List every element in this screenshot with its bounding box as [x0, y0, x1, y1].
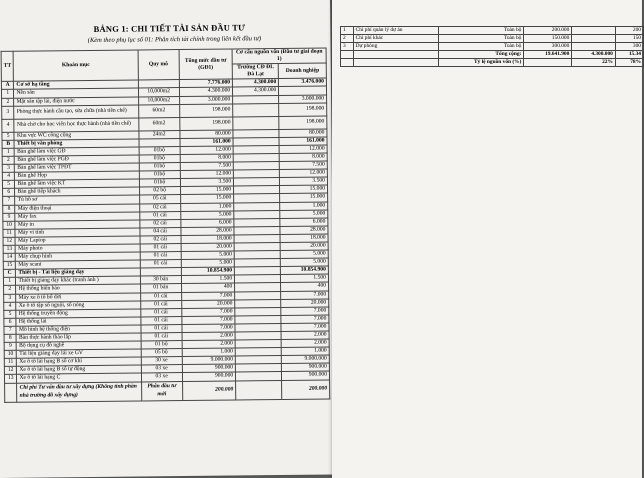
header-co-cau: Cơ cấu nguồn vốn (Đầu tư giai đoạn 1)	[232, 48, 326, 64]
header-stt: TT	[1, 51, 14, 82]
cell-biz: 198.000	[279, 103, 327, 116]
cell-stt: 11	[4, 359, 17, 367]
table-row	[341, 27, 644, 35]
cell-stt: 2	[2, 98, 15, 106]
cell-name: Dự phòng	[353, 43, 438, 51]
footer-qty: Phân đầu tư mới	[141, 381, 182, 400]
cell-name: Máy scant	[16, 260, 140, 269]
cell-name: Xe ô tô lái hạng B số cơ khí	[17, 357, 141, 366]
cell-name: Máy điện thoại	[15, 203, 139, 212]
header-quy-mo: Quy mô	[138, 50, 179, 81]
cell-school	[233, 116, 279, 129]
cell-stt: 14	[3, 253, 16, 261]
header-doanh-nghiep: Doanh nghiệp	[279, 63, 327, 79]
cell-total: 9.000.000	[182, 356, 236, 365]
cell-school: 22%	[572, 59, 616, 67]
cell-qty: 03 xe	[141, 365, 182, 374]
cell-qty: 01bộ	[139, 163, 180, 172]
cell-biz: 1.000	[282, 347, 330, 356]
cell-stt: 1	[1, 90, 14, 98]
cell-stt: 5	[4, 310, 17, 318]
cell-total: 5.000	[180, 211, 234, 220]
cell-name	[353, 59, 438, 67]
cell-name: Hệ thống lái	[16, 317, 140, 326]
cell-qty: 60m2	[138, 104, 179, 117]
header-tong-muc: Tổng mức đầu tư (GĐ1)	[179, 49, 233, 80]
cell-qty: 04 cái	[140, 227, 181, 236]
cell-total: 15.000	[180, 186, 234, 195]
cell-total: 3.500	[180, 178, 234, 187]
cell-total: 1.000	[180, 202, 234, 211]
cell-biz: 78%	[615, 59, 643, 67]
cell-total: 2.000	[182, 332, 236, 341]
cell-qty: 01 cái	[140, 252, 181, 261]
cell-total: 28.000	[181, 227, 235, 236]
cell-biz: 3.000.000	[279, 95, 327, 104]
cell-qty: 02 bộ	[139, 187, 180, 196]
cell-total: 7.000	[181, 308, 235, 317]
cell-total: 5.000	[181, 251, 235, 260]
cell-total: 8.000	[180, 154, 234, 163]
cell-name: Bàn ghế làm việc KT	[15, 179, 139, 188]
cell-qty: 01 cái	[140, 244, 181, 253]
cell-qty: 01 cái	[141, 324, 182, 333]
cell-qty: 05 cái	[139, 195, 180, 204]
cell-qty: 01 cái	[141, 316, 182, 325]
cell-biz: 20.000	[280, 242, 328, 251]
cell-total: 900.000	[182, 364, 236, 373]
footer-school	[236, 380, 282, 399]
summary-table-body	[341, 27, 644, 67]
cell-biz: 150	[615, 35, 643, 43]
cell-biz: 80.000	[279, 129, 327, 138]
cell-label: Toàn bộ	[438, 35, 524, 43]
cell-stt: 6	[3, 189, 16, 197]
cell-biz: 12.000	[280, 169, 328, 178]
cell-name: Hệ thống truyền động	[16, 309, 140, 318]
cell-biz: 7.000	[281, 291, 329, 300]
cell-biz: 2.000	[281, 331, 329, 340]
footer-name: Chi phí Tư vấn đầu tư xây dựng (Không tính phần nhà trường đã xây dựng)	[17, 382, 141, 402]
cell-biz: 200	[615, 27, 643, 35]
cell-label: Tổng cộng:	[438, 51, 524, 59]
cell-biz: 12.000	[279, 145, 327, 154]
cell-stt: 7	[4, 326, 17, 334]
cell-biz: 198.000	[279, 116, 327, 129]
table-footer-row	[5, 380, 330, 402]
cell-total	[524, 59, 572, 67]
cell-stt: 5	[2, 132, 15, 140]
cell-stt: 2	[341, 35, 354, 43]
cell-total: 1.000	[182, 348, 236, 357]
cell-stt: 10	[3, 221, 16, 229]
cell-school	[572, 35, 616, 43]
header-truong: Trường CĐ ĐL Đà Lạt	[232, 64, 278, 80]
cell-name: Bộ dụng cụ đồ nghề	[17, 341, 141, 350]
cell-biz: 7.000	[281, 323, 329, 332]
cell-school: 4.300.000	[572, 51, 616, 59]
cell-biz: 10.854.900	[281, 266, 329, 275]
cell-total: 7.000	[182, 324, 236, 333]
cell-stt: 3	[2, 106, 15, 119]
cell-stt: 13	[4, 375, 17, 383]
cell-total: 20.000	[181, 300, 235, 309]
cell-name: Hệ thống biển báo	[16, 284, 140, 293]
cell-stt: 13	[3, 245, 16, 253]
cell-stt: 5	[2, 181, 15, 189]
cell-name: Mô hình hệ thống điện	[16, 325, 140, 334]
table-row	[341, 43, 644, 51]
cell-total: 198.000	[179, 117, 233, 131]
cell-qty: 01bộ	[139, 146, 180, 155]
cell-name: Xe ô tô tập số nguội, số nóng	[16, 301, 140, 310]
cell-label: Tỷ lệ nguồn vốn (%)	[438, 59, 524, 67]
cell-total: 1.500	[181, 275, 235, 284]
cell-name: Cơ sở hạ tầng	[14, 80, 138, 89]
cell-stt: 11	[3, 229, 16, 237]
document-title: BẢNG 1: CHI TIẾT TÀI SẢN ĐẦU TƯ	[93, 22, 246, 34]
cell-stt: C	[3, 270, 16, 278]
cell-qty: 30 bản	[140, 276, 181, 285]
cell-name: Máy in	[15, 220, 139, 229]
header-khoan-muc: Khoản mục	[14, 50, 139, 82]
table-row	[341, 51, 644, 59]
cell-biz: 5.000	[280, 210, 328, 219]
cell-total: 12.000	[180, 146, 234, 155]
cell-total: 19.641.900	[524, 51, 572, 59]
cell-name: Thiết bị giảng dạy khác (tranh ảnh )	[16, 276, 140, 285]
cell-stt: 9	[4, 342, 17, 350]
cell-name	[353, 51, 438, 59]
document-subtitle: (Kèm theo phụ lục số 01: Phân tích tài chính trong liên kết đầu tư)	[87, 35, 262, 45]
cell-total: 198.000	[179, 104, 233, 118]
cell-qty: 01 cái	[140, 300, 181, 309]
cell-qty: 01bộ	[139, 155, 180, 164]
cell-biz: 300	[615, 43, 643, 51]
asset-table	[1, 48, 331, 403]
cell-qty: 10,000m2	[138, 96, 179, 105]
cell-name: Bàn ghế tiếp khách	[15, 187, 139, 196]
cell-qty: 02 cái	[140, 219, 181, 228]
cell-biz: 18.000	[280, 234, 328, 243]
cell-stt: 6	[4, 318, 17, 326]
cell-total: 300.000	[524, 43, 572, 51]
cell-stt: 8	[3, 205, 16, 213]
cell-total: 15.000	[180, 194, 234, 203]
cell-biz: 2.000	[281, 339, 329, 348]
cell-school: 4.300.000	[233, 87, 279, 96]
cell-stt: 4	[2, 119, 15, 132]
cell-name: Máy fax	[15, 212, 139, 221]
cell-total: 7.000	[182, 316, 236, 325]
cell-biz: 161.000	[279, 137, 327, 146]
cell-stt: 4	[4, 302, 17, 310]
cell-total: 7.000	[181, 292, 235, 301]
cell-total: 10.854.900	[181, 267, 235, 276]
cell-school	[572, 43, 616, 51]
cell-biz: 15.000	[280, 193, 328, 202]
cell-stt: 4	[2, 172, 15, 180]
cell-qty: 05 bộ	[141, 349, 182, 358]
cell-name: Xe ô tô lái hạng B số tự động	[17, 365, 141, 374]
cell-stt: 7	[3, 197, 16, 205]
cell-name: Nền sân	[14, 88, 138, 97]
cell-total: 6.000	[181, 219, 235, 228]
cell-qty: 60m2	[138, 117, 179, 130]
cell-name: Xe ô tô lái hạng C	[17, 373, 141, 382]
cell-qty: 01 cái	[140, 260, 181, 269]
cell-name: Chi phí khác	[353, 35, 438, 43]
cell-name: Thiết bị văn phòng	[14, 139, 138, 148]
table-row	[341, 59, 644, 67]
cell-biz: 400	[281, 282, 329, 291]
cell-school	[233, 103, 279, 116]
cell-total: 400	[181, 283, 235, 292]
cell-name: Bàn ghế Họp	[15, 171, 139, 180]
cell-biz: 1.000	[280, 202, 328, 211]
cell-qty: 01bộ	[139, 179, 180, 188]
cell-total: 5.000	[181, 259, 235, 268]
cell-biz: 7.000	[281, 315, 329, 324]
cell-name: Bàn thực hành tháo lắp	[17, 333, 141, 342]
cell-biz: 15.000	[280, 185, 328, 194]
cell-biz: 15.34	[615, 51, 643, 59]
cell-biz: 900.000	[282, 363, 330, 372]
cell-total: 20.000	[181, 243, 235, 252]
cell-name: Máy photo	[16, 244, 140, 253]
cell-name: Mặt sân tập lái, điện nước	[14, 97, 138, 106]
cell-biz: 28.000	[280, 226, 328, 235]
cell-qty: 01bộ	[139, 171, 180, 180]
cell-biz: 5.000	[281, 250, 329, 259]
cell-name: Bàn ghế làm việc TPĐT	[15, 163, 139, 172]
cell-qty: 02 cái	[140, 235, 181, 244]
cell-label: Toàn bộ	[438, 27, 524, 35]
cell-qty: 24m2	[139, 130, 180, 139]
document-page-right	[332, 0, 642, 478]
cell-qty: 01 bộ	[141, 341, 182, 350]
cell-total: 161.000	[180, 138, 234, 147]
table-row	[341, 35, 644, 43]
cell-stt: 9	[3, 213, 16, 221]
cell-stt: 3	[4, 294, 17, 302]
cell-biz: 1.500	[281, 274, 329, 283]
cell-total: 18.000	[181, 235, 235, 244]
cell-total: 200.000	[524, 27, 572, 35]
cell-total: 150.000	[524, 35, 572, 43]
cell-biz: 900.000	[282, 371, 330, 380]
cell-biz: 9.000.000	[282, 355, 330, 364]
cell-total: 900.000	[182, 372, 236, 381]
cell-stt: 1	[341, 27, 354, 35]
cell-biz: 7.500	[280, 161, 328, 170]
cell-stt: 3	[2, 164, 15, 172]
cell-name: Phòng thực hành cầu tạo, sửa chữa (nhà tiền chế)	[14, 105, 138, 119]
cell-name: Máy vi tính	[15, 228, 139, 237]
summary-table	[340, 26, 644, 67]
cell-qty: 01 cái	[139, 211, 180, 220]
cell-label: Toàn bộ	[438, 43, 524, 51]
cell-stt: 2	[4, 286, 17, 294]
cell-name: Máy xe ô tô bổ dời	[16, 293, 140, 302]
cell-name: Máy chụp hình	[16, 252, 140, 261]
cell-biz: 3.500	[280, 177, 328, 186]
cell-name: Nhà chờ cho học viên học thực hành (nhà tiền chế)	[14, 118, 138, 132]
cell-total: 7.776.000	[179, 79, 233, 88]
cell-name: Chi phí quản lý dự án	[353, 27, 438, 35]
cell-stt	[341, 51, 354, 59]
cell-stt: 12	[4, 367, 17, 375]
asset-table-body	[1, 78, 329, 383]
cell-stt: 1	[3, 278, 16, 286]
cell-qty: 01 cái	[140, 308, 181, 317]
cell-stt: 12	[3, 237, 16, 245]
cell-total: 12.000	[180, 170, 234, 179]
cell-stt: 8	[4, 334, 17, 342]
footer-biz: 200.000	[282, 380, 330, 399]
cell-name: Khu vực WC công cộng	[14, 131, 138, 140]
cell-school: 4.300.000	[233, 79, 279, 88]
cell-stt: 1	[2, 148, 15, 156]
cell-biz: 3.476.000	[279, 78, 327, 87]
cell-school	[572, 27, 616, 35]
cell-name: Máy Laptop	[15, 236, 139, 245]
cell-total: 80.000	[180, 130, 234, 139]
cell-qty: 01 cái	[140, 292, 181, 301]
cell-name: Tài liệu giảng dạy lái xe GV	[17, 349, 141, 358]
cell-biz: 7.000	[281, 307, 329, 316]
cell-name: Bàn ghế làm việc PGĐ	[15, 155, 139, 164]
cell-qty: 01 bản	[140, 284, 181, 293]
cell-total: 3.000.000	[179, 96, 233, 105]
cell-total: 2.000	[182, 340, 236, 349]
cell-stt: 10	[4, 350, 17, 358]
cell-total: 7.500	[180, 162, 234, 171]
cell-biz: 20.000	[281, 299, 329, 308]
cell-qty: 10,000m2	[138, 88, 179, 97]
cell-stt: A	[1, 82, 14, 90]
cell-stt	[341, 59, 354, 67]
cell-stt: B	[2, 140, 15, 148]
cell-name: Tủ hồ sơ	[15, 195, 139, 204]
cell-name: Bàn ghế làm việc GĐ	[15, 147, 139, 156]
cell-biz: 8.000	[280, 153, 328, 162]
cell-stt: 3	[341, 43, 354, 51]
footer-total: 200.000	[182, 381, 236, 401]
cell-stt: 15	[3, 261, 16, 269]
cell-qty: 03 xe	[141, 373, 182, 382]
cell-total: 4.300.000	[179, 87, 233, 96]
cell-biz: 5.000	[281, 258, 329, 267]
cell-qty: 02 cái	[139, 203, 180, 212]
cell-qty: 30 xe	[141, 357, 182, 366]
cell-stt: 2	[2, 156, 15, 164]
cell-name: Thiết bị - Tài liệu giảng dạy	[16, 268, 140, 277]
cell-qty: 01 cái	[141, 333, 182, 342]
cell-biz: 6.000	[280, 218, 328, 227]
